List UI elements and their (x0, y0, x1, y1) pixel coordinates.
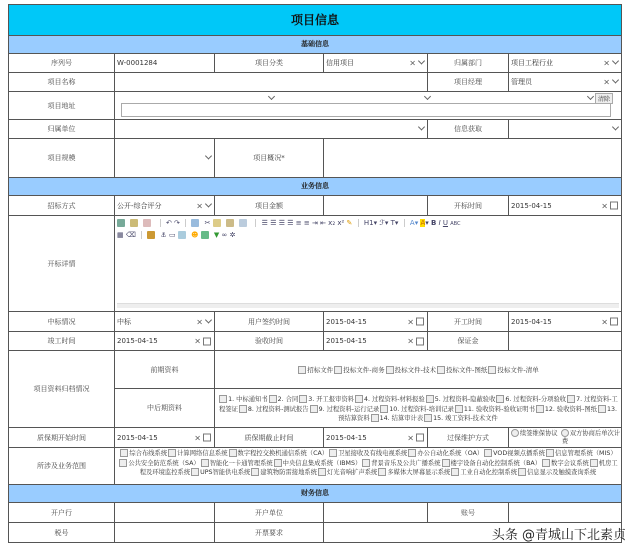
early-doc-item[interactable]: 投标文件-清单 (487, 365, 538, 374)
bank-label: 开户行 (9, 503, 115, 522)
post-warranty-radios (509, 428, 621, 447)
start-time-value: 2015-04-15 (511, 317, 552, 326)
checkbox[interactable] (424, 414, 432, 422)
bank-input[interactable] (115, 503, 215, 522)
radio-option[interactable]: 双方协商后单次计费 (561, 430, 621, 445)
tax-no-input[interactable] (115, 523, 215, 542)
radio-option[interactable]: 续签维保协议 (510, 430, 558, 437)
page-title: 项目信息 (9, 5, 621, 36)
scale-select[interactable] (115, 139, 215, 177)
win-status-value: 中标 (117, 317, 131, 326)
subscript-icon[interactable]: x₂ (328, 219, 336, 227)
checkbox[interactable] (590, 459, 598, 467)
category-label: 项目分类 (215, 54, 324, 72)
map-icon[interactable] (201, 231, 209, 239)
align-left-icon[interactable]: ☰ (261, 219, 268, 227)
checkbox[interactable] (119, 459, 127, 467)
checkbox[interactable] (542, 459, 550, 467)
anchor-icon[interactable]: ⚓ (160, 231, 167, 239)
name-input[interactable] (115, 73, 428, 91)
checkbox[interactable] (488, 366, 496, 374)
editor-toolbar: ↶ ↷ ✂ ☰ ☰ ☰ ☰ ≡ ≡ ⇥ ⇤ x₂ x² ✎ H1▾ ℱ▾ T▾ A▾ A▾ B I U ABC ▦ ⌫ ⚓ ▭ ☻ ▼ ∞ ✲ (117, 219, 461, 239)
clear-icon[interactable]: × (603, 58, 611, 68)
font-size-button[interactable]: T▾ (390, 219, 399, 227)
checkbox[interactable] (451, 468, 459, 476)
calendar-icon[interactable] (610, 202, 618, 210)
chevron-down-icon[interactable] (612, 57, 619, 64)
chevron-down-icon[interactable] (418, 123, 425, 130)
start-time-input[interactable] (509, 312, 621, 331)
unlink-icon[interactable]: ✲ (229, 231, 236, 239)
account-unit-input[interactable] (324, 503, 428, 522)
clear-icon[interactable]: × (407, 336, 415, 346)
checkbox[interactable] (191, 468, 199, 476)
info-source-label: 信息获取 (428, 120, 509, 138)
overview-textarea[interactable] (324, 139, 621, 177)
preview-icon[interactable] (143, 219, 151, 227)
win-status-label: 中标情况 (9, 312, 115, 331)
clear-icon[interactable]: × (194, 336, 202, 346)
checkbox[interactable] (546, 449, 554, 457)
template-icon[interactable] (130, 219, 138, 227)
emoticon-icon[interactable]: ☻ (191, 231, 199, 239)
redo-icon[interactable]: ↷ (174, 219, 180, 227)
editor-statusbar (117, 303, 619, 308)
unordered-list-icon[interactable]: ≡ (303, 219, 310, 227)
warranty-start-label: 质保期开始时间 (9, 428, 115, 447)
section-business-info: 业务信息 (9, 178, 621, 196)
category-select[interactable] (324, 54, 428, 72)
tax-no-label: 税号 (9, 523, 115, 542)
start-time-label: 开工时间 (428, 312, 509, 331)
checkbox[interactable] (455, 405, 463, 413)
page-break-icon[interactable]: ▼ (213, 231, 220, 239)
address-detail-input[interactable] (121, 103, 611, 117)
chevron-down-icon[interactable] (612, 123, 619, 130)
dept-value: 项目工程行业 (511, 59, 553, 67)
complete-time-label: 竣工时间 (9, 332, 115, 350)
checkbox[interactable] (120, 449, 128, 457)
eraser-icon[interactable]: ⌫ (125, 231, 136, 239)
address-label: 项目地址 (9, 92, 115, 119)
early-docs-checkboxes (215, 351, 621, 388)
italic-button[interactable]: I (438, 219, 441, 227)
checkbox[interactable] (378, 468, 386, 476)
checkbox[interactable] (168, 449, 176, 457)
paste-word-icon[interactable] (239, 219, 247, 227)
checkbox[interactable] (329, 449, 337, 457)
align-center-icon[interactable]: ☰ (270, 219, 277, 227)
warranty-end-label: 质保期截止时间 (215, 428, 324, 447)
amount-input[interactable] (324, 196, 428, 215)
iframe-icon[interactable] (178, 231, 186, 239)
clear-icon[interactable]: × (407, 433, 415, 442)
checkbox[interactable] (567, 395, 575, 403)
sign-time-input[interactable] (324, 312, 428, 331)
serial-value: W-0001284 (117, 59, 158, 67)
open-time-label: 开标时间 (428, 196, 509, 215)
manager-label: 项目经理 (428, 73, 509, 91)
checkbox[interactable] (598, 405, 606, 413)
clear-icon[interactable]: × (409, 58, 417, 68)
clear-icon[interactable]: × (407, 317, 415, 326)
checkbox[interactable] (274, 459, 282, 467)
post-warranty-label: 过保维护方式 (428, 428, 509, 447)
mid-docs-label: 中后期资料 (115, 389, 215, 427)
calendar-icon[interactable] (416, 434, 424, 442)
checkbox[interactable] (442, 459, 450, 467)
overview-label: 项目概况* (215, 139, 324, 177)
clear-icon[interactable]: × (194, 433, 202, 442)
checkbox[interactable] (298, 366, 306, 374)
checkbox[interactable] (408, 449, 416, 457)
bid-method-label: 招标方式 (9, 196, 115, 215)
chevron-down-icon[interactable] (205, 200, 212, 207)
win-status-select[interactable] (115, 312, 215, 331)
checkbox[interactable] (219, 395, 227, 403)
checkbox[interactable] (251, 468, 259, 476)
chevron-down-icon[interactable] (418, 57, 425, 64)
city-dropdown-icon[interactable] (424, 93, 431, 100)
checkbox[interactable] (355, 395, 363, 403)
highlight-button[interactable]: A (420, 219, 426, 227)
checkbox[interactable] (380, 405, 388, 413)
checkbox[interactable] (426, 395, 434, 403)
checkbox[interactable] (269, 395, 277, 403)
paste-text-icon[interactable] (226, 219, 234, 227)
archive-label: 项目资料归档情况 (9, 351, 115, 427)
justify-icon[interactable]: ☰ (287, 219, 294, 227)
accept-time-input[interactable] (324, 332, 428, 350)
cut-icon[interactable]: ✂ (204, 219, 211, 227)
dept-label: 归属部门 (428, 54, 509, 72)
clear-icon[interactable]: × (601, 317, 609, 326)
dept-select[interactable] (509, 54, 621, 72)
font-family-button[interactable]: ℱ▾ (379, 219, 389, 227)
checkbox[interactable] (496, 395, 504, 403)
sign-time-label: 用户签约时间 (215, 312, 324, 331)
amount-label: 项目金额 (215, 196, 324, 215)
manager-value: 管理员 (511, 78, 532, 86)
address-field (115, 92, 621, 119)
accept-time-label: 验收时间 (215, 332, 324, 350)
project-info-form (8, 4, 622, 543)
rich-text-editor[interactable] (115, 216, 621, 311)
account-no-input[interactable] (509, 503, 621, 522)
district-dropdown-icon[interactable] (587, 93, 594, 100)
info-source-select[interactable] (509, 120, 621, 138)
bid-detail-label: 开标详情 (9, 216, 115, 311)
account-unit-label: 开户单位 (215, 503, 324, 522)
checkbox[interactable] (334, 366, 342, 374)
calendar-icon[interactable] (203, 434, 211, 442)
category-value: 信用项目 (326, 59, 354, 67)
source-icon[interactable] (117, 219, 125, 227)
checkbox[interactable] (386, 366, 394, 374)
early-doc-item[interactable]: 招标文件 (297, 365, 333, 374)
account-no-label: 账号 (428, 503, 509, 522)
calendar-icon[interactable] (416, 337, 424, 345)
sign-time-value: 2015-04-15 (326, 317, 367, 326)
chevron-down-icon[interactable] (205, 152, 212, 159)
clear-icon[interactable]: × (601, 201, 609, 210)
checkbox[interactable] (310, 405, 318, 413)
checkbox[interactable] (518, 468, 526, 476)
checkbox[interactable] (371, 414, 379, 422)
link-icon[interactable]: ∞ (221, 231, 228, 239)
undo-icon[interactable]: ↶ (165, 219, 172, 227)
manager-select[interactable] (509, 73, 621, 91)
section-basic-info: 基础信息 (9, 36, 621, 54)
serial-label: 序列号 (9, 54, 115, 72)
checkbox[interactable] (299, 395, 307, 403)
deposit-input[interactable] (509, 332, 621, 350)
strikethrough-button[interactable]: ABC (450, 221, 461, 227)
section-finance-info: 财务信息 (9, 485, 621, 503)
owner-label: 归属单位 (9, 120, 115, 138)
clear-icon[interactable]: × (196, 201, 204, 210)
open-time-value: 2015-04-15 (511, 201, 552, 210)
early-docs-label: 前期资料 (115, 351, 215, 388)
calendar-icon[interactable] (416, 318, 424, 326)
font-color-button[interactable]: A▾ (409, 219, 419, 227)
ordered-list-icon[interactable]: ≡ (295, 219, 302, 227)
indent-icon[interactable]: ⇥ (311, 219, 318, 227)
checkbox[interactable] (484, 449, 492, 457)
image-icon[interactable] (147, 231, 155, 239)
open-time-input[interactable] (509, 196, 621, 215)
chevron-down-icon[interactable] (612, 76, 619, 83)
accept-time-value: 2015-04-15 (326, 337, 367, 345)
radio[interactable] (561, 429, 569, 437)
bid-method-select[interactable] (115, 196, 215, 215)
paste-icon[interactable] (213, 219, 221, 227)
checkbox[interactable] (239, 405, 247, 413)
copy-icon[interactable] (191, 219, 199, 227)
early-doc-item[interactable]: 投标文件-图纸 (436, 365, 487, 374)
superscript-icon[interactable]: x² (337, 219, 345, 227)
early-doc-item[interactable]: 投标文件-商务 (333, 365, 384, 374)
checkbox[interactable] (437, 366, 445, 374)
checkbox[interactable] (362, 459, 370, 467)
owner-select[interactable] (115, 120, 428, 138)
clear-icon[interactable]: × (603, 77, 611, 87)
watermark: 头条 @青城山下北素贞 (491, 528, 626, 543)
checkbox[interactable] (536, 405, 544, 413)
calendar-icon[interactable] (610, 318, 618, 326)
scope-checkboxes: 综合布线系统 计算网络信息系统 数字程控交换机通信系统（CA） 卫星接收及有线电视系统 办公自动化系统（OA） VOD视频点播系统 信息管理系统（MIS）公共安全防范系统（SA） 智能化一卡通管理系统 中央信息集成系统（IBMS） 背景音乐及公共广播系统 楼宇设备自动化控制系统（BA） 数字会议系统 机房工程及环境监控系统 UPS智能供电系统 建筑物防雷接地系统 灯光音响扩声系统 多媒体大屏幕显示系统 工业自动化控制系统 信息显示及触摸查询系统 (115, 448, 621, 484)
table-icon[interactable]: ▦ (117, 231, 124, 239)
checkbox[interactable] (201, 459, 209, 467)
checkbox[interactable] (318, 468, 326, 476)
underline-button[interactable]: U (442, 219, 448, 227)
bold-button[interactable]: B (430, 219, 437, 227)
calendar-icon[interactable] (203, 337, 211, 345)
video-icon[interactable]: ▭ (168, 231, 176, 239)
deposit-label: 保证金 (428, 332, 509, 350)
serial-field[interactable] (115, 54, 215, 72)
radio[interactable] (511, 429, 519, 437)
checkbox[interactable] (229, 449, 237, 457)
warranty-start-input[interactable] (115, 428, 215, 447)
heading-button[interactable]: H1▾ (363, 219, 378, 227)
clear-icon[interactable]: × (196, 317, 204, 326)
mid-docs-checkboxes: 1. 中标通知书 2. 合同 3. 开工报审资料 4. 过程资料-材料报验 5. 过程资料-隐蔽验收 6. 过程资料-分项验收 7. 过程资料-工程签证 8. 过程资料-测试报告 9. 过程资料-运行记录 10. 过程资料-培训记录 11. 验收资料-验收证明书 12. 验收资料-图纸 13. 预结算资料 14. 结算审计表 15. 竣工资料-技术文件 (219, 396, 618, 422)
chevron-down-icon[interactable] (205, 316, 212, 323)
outdent-icon[interactable]: ⇤ (320, 219, 326, 227)
complete-time-value: 2015-04-15 (117, 337, 158, 345)
province-dropdown-icon[interactable] (268, 93, 275, 100)
name-label: 项目名称 (9, 73, 115, 91)
align-right-icon[interactable]: ☰ (278, 219, 285, 227)
complete-time-input[interactable] (115, 332, 215, 350)
warranty-end-input[interactable] (324, 428, 428, 447)
warranty-start-value: 2015-04-15 (117, 433, 158, 442)
warranty-end-value: 2015-04-15 (326, 433, 367, 442)
address-clear-button[interactable]: 清除 (595, 93, 613, 104)
bid-method-value: 公开-综合评分 (117, 201, 162, 210)
invoice-req-label: 开票要求 (215, 523, 324, 542)
scale-label: 项目规模 (9, 139, 115, 177)
scope-label: 所涉及业务范围 (9, 448, 115, 484)
format-painter-icon[interactable]: ✎ (346, 219, 353, 227)
early-doc-item[interactable]: 投标文件-技术 (385, 365, 436, 374)
